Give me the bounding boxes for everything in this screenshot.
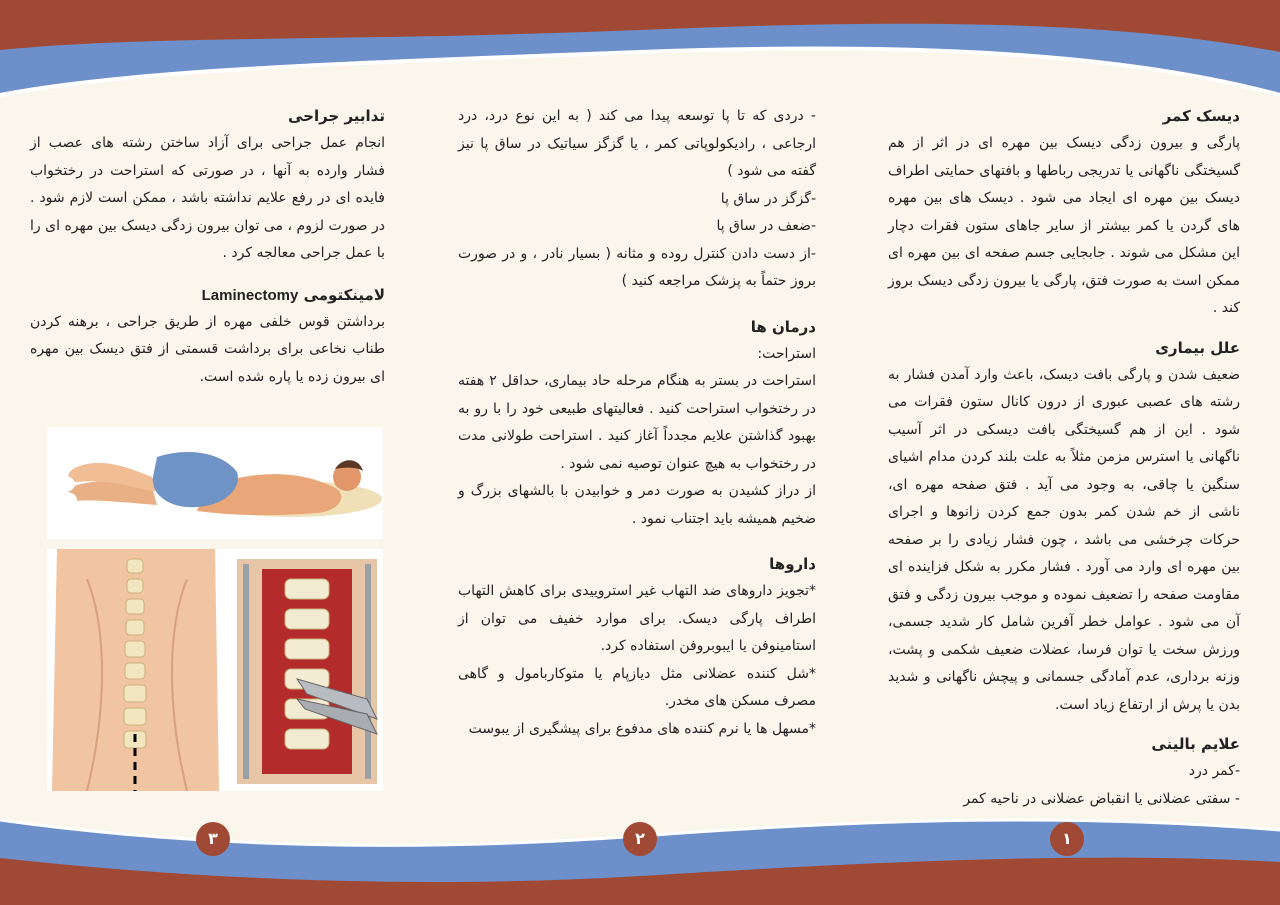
causes-section	[888, 335, 1240, 720]
panel-2	[458, 103, 816, 755]
surgery-section	[30, 103, 385, 268]
surgery-text: انجام عمل جراحی برای آزاد ساختن رشته های عصب از فشار وارده به آنها ، در صورتی که استراحت در رختخواب فایده ای در رفع علایم نداشته باشد ، ممکن است لازم شود . در صورت لزوم ، می توان بیرون زدگی دیسک بین مهره ای را با عمل جراحی معالجه کرد .	[30, 135, 385, 261]
laminectomy-text: برداشتن قوس خلفی مهره از طریق جراحی ، برهنه کردن طناب نخاعی برای برداشت قسمتی از فتق دیسک بین مهره ای بیرون زده یا پاره شده است.	[30, 313, 385, 385]
treatment-heading: درمان ها	[750, 317, 816, 336]
treatment-section	[458, 314, 816, 534]
laminectomy-heading	[30, 282, 385, 309]
symptom-item: -ضعف در ساق پا	[716, 218, 816, 234]
disc-text: پارگی و بیرون زدگی دیسک بین مهره ای در اثر از هم گسیختگی ناگهانی یا تدریجی رباطها و بافتهای حمایتی اطراف دیسک بین مهره ای ایجاد می شود . دیسک های بین مهره های گردن یا کمر بیشتر از سایر جاهای ستون فقرات دچار این مشکل می شوند . جابجایی جسم صفحه ای بین مهره ای ممکن است به صورت فتق، پارگی یا بیرون زدگی دیسک بروز کند .	[888, 135, 1240, 316]
disc-heading: دیسک کمر	[1162, 107, 1240, 125]
drug-item: *تجویز داروهای ضد التهاب غیر استروییدی برای کاهش التهاب اطراف پارگی دیسک. برای موارد خفیف می توان از استامینوفن یا ایبوبروفن استفاده کرد.	[458, 583, 816, 654]
page-number-2: ۲	[623, 822, 657, 856]
sleeping-position-illustration	[47, 427, 383, 539]
symptom-item: -گزگز در ساق پا	[720, 190, 816, 207]
surgery-heading: تدابیر جراحی	[287, 107, 385, 125]
drugs-section	[458, 551, 816, 743]
disc-section	[888, 103, 1240, 323]
causes-text: ضعیف شدن و پارگی بافت دیسک، باعث وارد آمدن فشار به رشته های عصبی عبوری از درون کانال ستون فقرات می شود . این از هم گسیختگی بافت دیسکی در اثر آسیب ناگهانی یا استرس مزمن مثلاً به علت بلند کردن مدام اشیای سنگین یا چاقی، به وجود می آید . فتق صفحه مهره ای، ناشی از خم شدن کمر بدون جمع کردن زانوها و اجرای حرکات چرخشی می باشد ، چون فشار زیادی را بر صفحه بین مهره ای وارد می آورد . فشار مکرر به شکل فزاینده ای مقاومت صفحه را تضعیف نموده و موجب بیرون زدگی و فتق آن می شود . عوامل خطر آفرین شامل کار شدید جسمی، ورزش سخت یا توان فرسا، عضلات ضعیف شکمی و پشت، وزنه برداری، عدم آمادگی جسمانی و پیچش ناگهانی و شدید بدن یا پرش از ارتفاع زیاد است.	[888, 366, 1240, 713]
causes-heading: علل بیماری	[1155, 338, 1240, 357]
top-wave-band	[0, 0, 1280, 110]
rest-text: استراحت در بستر به هنگام مرحله حاد بیماری، حداقل ۲ هفته در رختخواب استراحت کنید . فعالیتهای طبیعی خود را با رو به بهبود گذاشتن علایم مجدداً آغاز کنید . استراحت طولانی مدت در رختخواب به هیچ عنوان توصیه نمی شود .	[458, 373, 816, 472]
laminectomy-title-en: Laminectomy	[201, 286, 299, 304]
panel-1	[888, 103, 1240, 825]
drug-item: *مسهل ها یا نرم کننده های مدفوع برای پیشگیری از یبوست	[468, 720, 816, 737]
page-number-1: ۱	[1050, 822, 1084, 856]
drug-item: *شل کننده عضلانی مثل دیازپام یا متوکاربامول و گاهی مصرف مسکن های مخدر.	[458, 665, 816, 709]
page-number-3: ۳	[196, 822, 230, 856]
symptoms-section	[888, 731, 1240, 813]
laminectomy-title-fa: لامینکتومی	[303, 285, 385, 304]
symptoms-continued	[458, 103, 816, 296]
symptom-item: -از دست دادن کنترل روده و مثانه ( بسیار نادر ، و در صورت بروز حتماً به پزشک مراجعه کنید )	[458, 245, 816, 289]
symptoms-heading: علایم بالینی	[1151, 735, 1240, 753]
spine-surgery-illustration	[47, 549, 383, 791]
panel-3	[30, 103, 385, 403]
rest-subheading: استراحت:	[757, 345, 816, 362]
drugs-heading: داروها	[769, 555, 816, 573]
symptom-item: -کمر درد	[1188, 763, 1240, 779]
symptom-item: - دردی که تا پا توسعه پیدا می کند ( به این نوع درد، درد ارجاعی ، رادیکولوپاتی کمر ، یا گزگز سیاتیک در ساق پا نیز گفته می شود )	[458, 108, 816, 179]
rest-text-2: از دراز کشیدن به صورت دمر و خوابیدن با بالشهای بزرگ و ضخیم همیشه باید اجتناب نمود .	[458, 483, 816, 527]
laminectomy-section	[30, 282, 385, 392]
symptom-item: - سفتی عضلانی یا انقباض عضلانی در ناحیه کمر	[963, 790, 1240, 807]
